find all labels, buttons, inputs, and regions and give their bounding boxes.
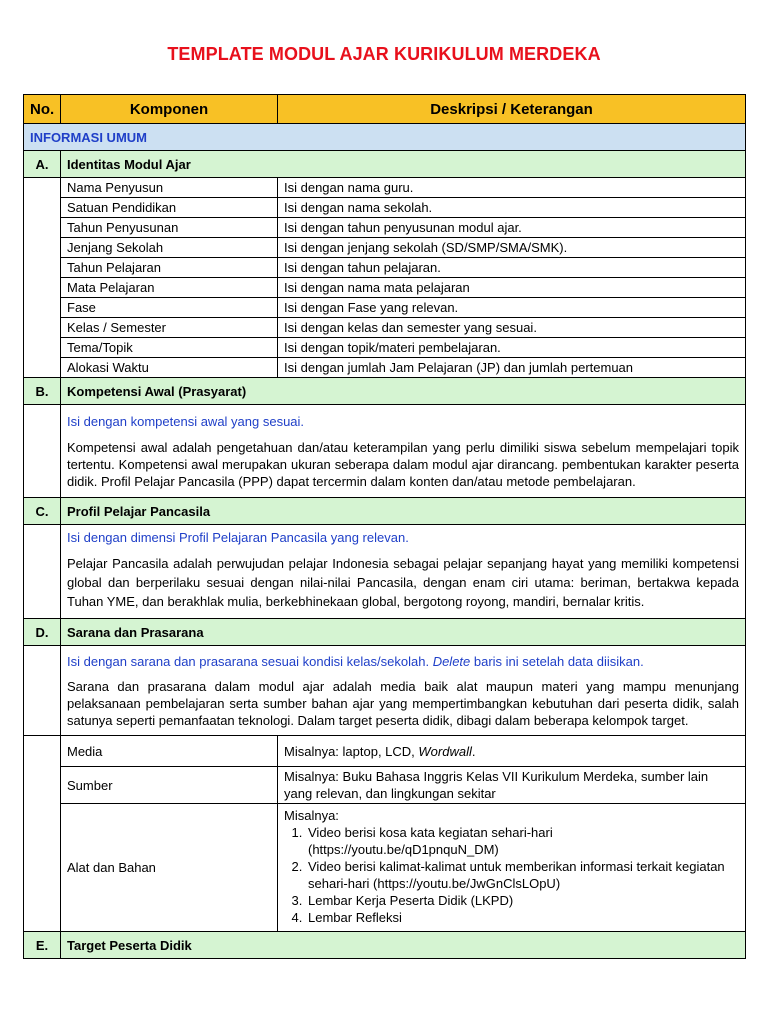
table-row — [24, 278, 746, 298]
table-row — [24, 258, 746, 278]
table-row — [24, 218, 746, 238]
row-label: Tahun Pelajaran — [61, 258, 278, 278]
section-a-title: Identitas Modul Ajar — [61, 151, 746, 178]
section-c-spacer — [24, 525, 61, 619]
template-table — [23, 94, 746, 959]
section-d-header — [24, 619, 746, 646]
row-value: Isi dengan jumlah Jam Pelajaran (JP) dan jumlah pertemuan — [278, 358, 746, 378]
page-title: TEMPLATE MODUL AJAR KURIKULUM MERDEKA — [167, 44, 601, 64]
row-value: Isi dengan kelas dan semester yang sesuai. — [278, 318, 746, 338]
section-d-hint-text: Isi dengan sarana dan prasarana sesuai kondisi kelas/sekolah. — [67, 654, 433, 669]
section-d-number: D. — [24, 619, 61, 646]
section-b-title: Kompetensi Awal (Prasyarat) — [61, 378, 746, 405]
section-b-spacer — [24, 405, 61, 498]
section-a-spacer — [24, 178, 61, 378]
section-b-body — [24, 405, 746, 498]
section-e-number: E. — [24, 932, 61, 959]
section-b-hint: Isi dengan kompetensi awal yang sesuai. — [67, 414, 305, 429]
section-informasi-umum — [24, 124, 746, 151]
alat-label: Alat dan Bahan — [61, 804, 278, 932]
row-value: Isi dengan topik/materi pembelajaran. — [278, 338, 746, 358]
row-value: Isi dengan nama mata pelajaran — [278, 278, 746, 298]
alat-bahan-row — [24, 804, 746, 932]
table-row — [24, 238, 746, 258]
media-row — [24, 736, 746, 767]
table-header — [24, 95, 746, 124]
media-value-end: . — [471, 743, 476, 759]
media-value-emphasis: Wordwall — [418, 743, 472, 759]
row-label: Satuan Pendidikan — [61, 198, 278, 218]
list-item: 2. Video berisi kalimat-kalimat untuk memberikan informasi terkait kegiatan sehari-hari (https://youtu.be/JwGnClsLOpU) — [306, 858, 739, 892]
section-d-hint-text-end: baris ini setelah data diisikan. — [470, 654, 644, 669]
sumber-value: Misalnya: Buku Bahasa Inggris Kelas VII Kurikulum Merdeka, sumber lain yang relevan, dan lingkungan sekitar — [278, 767, 746, 804]
row-label: Jenjang Sekolah — [61, 238, 278, 258]
row-value: Isi dengan Fase yang relevan. — [278, 298, 746, 318]
section-d-title: Sarana dan Prasarana — [61, 619, 746, 646]
section-c-number: C. — [24, 498, 61, 525]
section-d-spacer — [24, 646, 61, 736]
row-label: Tahun Penyusunan — [61, 218, 278, 238]
row-value: Isi dengan nama guru. — [278, 178, 746, 198]
media-value-text: Misalnya: laptop, LCD, — [284, 743, 419, 759]
list-item: 1. Video berisi kosa kata kegiatan sehari-hari (https://youtu.be/qD1pnquN_DM) — [306, 824, 739, 858]
alat-value — [278, 804, 746, 932]
section-d-sub-spacer — [24, 736, 61, 932]
list-item: 4. Lembar Refleksi — [306, 909, 739, 926]
table-row — [24, 178, 746, 198]
sumber-row — [24, 767, 746, 804]
table-row — [24, 338, 746, 358]
table-row — [24, 198, 746, 218]
list-item: 3. Lembar Kerja Peserta Didik (LKPD) — [306, 892, 739, 909]
section-b-number: B. — [24, 378, 61, 405]
section-c-title: Profil Pelajar Pancasila — [61, 498, 746, 525]
header-komponen: Komponen — [61, 95, 278, 124]
section-b-header — [24, 378, 746, 405]
row-value: Isi dengan tahun penyusunan modul ajar. — [278, 218, 746, 238]
row-label: Tema/Topik — [61, 338, 278, 358]
section-c-text: Pelajar Pancasila adalah perwujudan pelajar Indonesia sebagai pelajar sepanjang hayat yang memiliki kompetensi global dan berperilaku sesuai dengan nilai-nilai Pancasila, dengan enam ciri utama: beriman, bertakwa kepada Tuhan YME, dan berakhlak mulia, berkebhinekaan global, bergotong royong, mandiri, bernalar kritis. — [67, 556, 739, 609]
row-value: Isi dengan nama sekolah. — [278, 198, 746, 218]
section-label: INFORMASI UMUM — [24, 124, 746, 151]
table-row — [24, 358, 746, 378]
row-label: Fase — [61, 298, 278, 318]
section-a-number: A. — [24, 151, 61, 178]
section-d-text: Sarana dan prasarana dalam modul ajar adalah media baik alat maupun materi yang mampu menunjang pelaksanaan pembelajaran serta sumber bahan ajar yang mempertimbangkan kebutuhan dari peserta didik, salah satunya seperti pemanfaatan teknologi. Dalam target peserta didik, dibagi dalam beberapa kelompok target. — [67, 679, 739, 728]
section-c-hint: Isi dengan dimensi Profil Pelajaran Pancasila yang relevan. — [67, 530, 409, 545]
table-row — [24, 298, 746, 318]
section-d-hint-emphasis: Delete — [432, 654, 471, 669]
header-deskripsi: Deskripsi / Keterangan — [278, 95, 746, 124]
section-c-header — [24, 498, 746, 525]
section-b-text: Kompetensi awal adalah pengetahuan dan/atau keterampilan yang perlu dimiliki siswa sebelum mempelajari topik tertentu. Kompetensi awal merupakan ukuran seberapa dalam modul ajar dirancang. pembentukan karakter peserta didik. Profil Pelajar Pancasila (PPP) dapat tercermin dalam konten dan/atau metode pembelajaran. — [67, 440, 739, 489]
row-label: Mata Pelajaran — [61, 278, 278, 298]
row-label: Kelas / Semester — [61, 318, 278, 338]
section-e-title: Target Peserta Didik — [61, 932, 746, 959]
alat-list — [284, 824, 739, 926]
section-a-header — [24, 151, 746, 178]
row-value: Isi dengan tahun pelajaran. — [278, 258, 746, 278]
row-label: Alokasi Waktu — [61, 358, 278, 378]
section-d-body — [24, 646, 746, 736]
table-row — [24, 318, 746, 338]
sumber-label: Sumber — [61, 767, 278, 804]
section-e-header — [24, 932, 746, 959]
media-label: Media — [61, 736, 278, 767]
header-no: No. — [24, 95, 61, 124]
row-label: Nama Penyusun — [61, 178, 278, 198]
alat-intro: Misalnya: — [284, 808, 339, 823]
row-value: Isi dengan jenjang sekolah (SD/SMP/SMA/SMK). — [278, 238, 746, 258]
section-d-hint — [67, 653, 739, 670]
media-value — [278, 736, 746, 767]
section-c-body — [24, 525, 746, 619]
